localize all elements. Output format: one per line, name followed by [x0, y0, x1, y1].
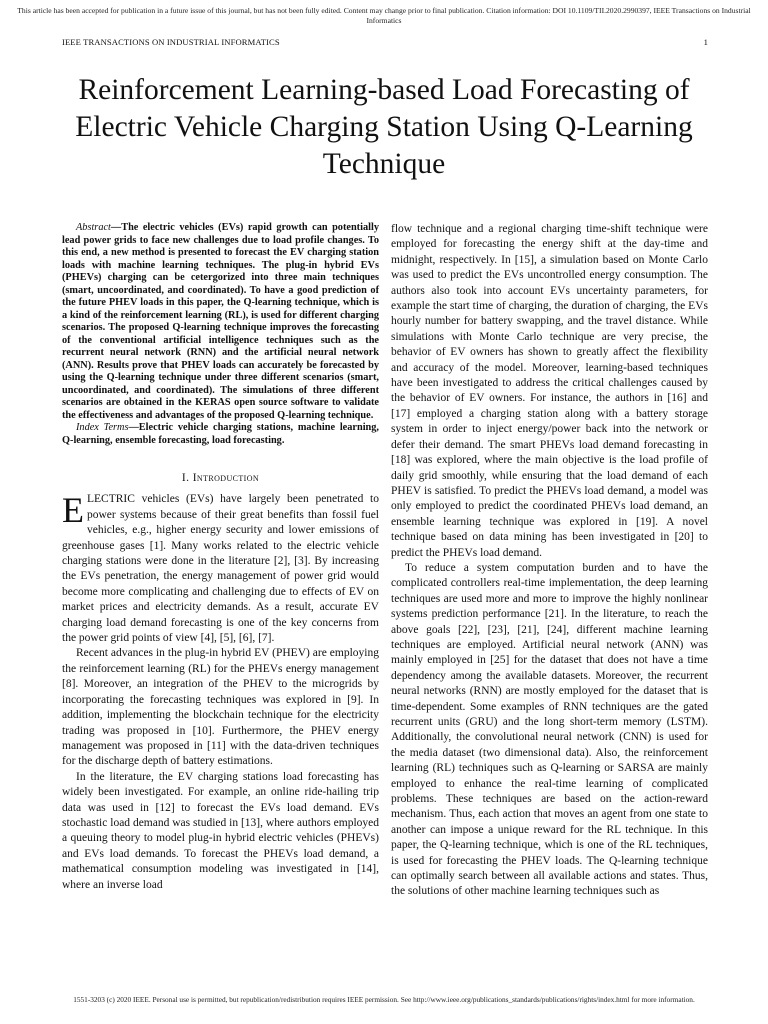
- drop-cap: E: [62, 490, 84, 531]
- right-column: [391, 222, 708, 900]
- abstract-label: Abstract: [76, 222, 111, 233]
- intro-paragraph-3: In the literature, the EV charging stations load forecasting has widely been investigated. For example, an online ride-hailing trip data was used in [12] to forecast the EVs load demand. EVs stochastic load demand was studied in [13], where authors employed a queuing theory to model plug-in hybrid electric vehicles (PHEVs) and EVs load demands. To forecast the PHEVs load demand, a mathematical consumption modeling was investigated in [14], where an inverse load: [62, 770, 379, 891]
- page-number: 1: [703, 37, 708, 47]
- right-paragraph-1: flow technique and a regional charging time-shift technique were employed for forecasting the energy shift at the day-time and midnight, respectively. In [15], a simulation based on Monte Carlo was used to predict the EVs uncontrolled energy consumption. The authors also took into account EVs uncertainty parameters, for example the start time of charging, the duration of charging, the EVs hourly number for battery swapping, and the travel distance. While simulations with Monte Carlo technique are very precise, the behavior of EV owners has shown to greatly affect the flexibility and accuracy of the model. Moreover, learning-based techniques have been investigated to address the critical challenges caused by the behavior of EV owners. For instance, the authors in [16] and [17] employed a charging station along with a battery storage system in order to inject energy/power back into the network or defer their demand. The smart PHEVs load demand forecasting in [18] was explored, where the main objective is the load profile of daily grid smoothly, while ensuring that the load demand of each PHEV is satisfied. To predict the PHEVs load demand, a model was only employed to predict the coordinated PHEVs load demand, an ensemble learning technique was explored in [19]. A novel technique based on data mining has been investigated in [20] to predict the PHEVs load demand.: [391, 223, 708, 559]
- section-title: Introduction: [192, 472, 260, 484]
- journal-name: IEEE TRANSACTIONS ON INDUSTRIAL INFORMATICS: [62, 37, 280, 47]
- left-column: [62, 222, 379, 893]
- intro-paragraph-1-text: vehicles (EVs) have largely been penetrated to power systems because of their great benefits than fossil fuel vehicles, e.g., higher energy security and lower emissions of greenhouse gases [1]. Many works related to the electric vehicle charging stations were done in the literature [2], [3]. By increasing the EVs penetration, the energy management of power grid would become more complicating and challenging due to effects of EV on market prices and electricity demands. As a result, accurate EV charging load demand forecasting is one of the key concerns from the power grid points of view [4], [5], [6], [7].: [62, 493, 379, 645]
- index-terms-text: Electric vehicle charging stations, machine learning, Q-learning, ensemble forecasting, load forecasting.: [62, 422, 380, 446]
- running-header: [62, 37, 708, 47]
- copyright-footer: 1551-3203 (c) 2020 IEEE. Personal use is permitted, but republication/redistribution requires IEEE permission. See http://www.ieee.org/publications_standards/publications/rights/index.html for more information.: [73, 995, 695, 1004]
- index-terms: Index Terms—Electric vehicle charging stations, machine learning, Q-learning, ensemble forecasting, load forecasting.: [62, 422, 380, 446]
- index-terms-label: Index Terms: [76, 422, 129, 433]
- right-paragraph-2: To reduce a system computation burden and to have the complicated controllers real-time implementation, the deep learning techniques are used more and more to improve the highly nonlinear systems prediction performance [21]. In the literature, to reach the above goals [22], [23], [21], [24], different machine learning techniques are employed. Artificial neural network (ANN) was mainly employed in [25] for the dataset that does not have a time dependency among the available datasets. Moreover, the recurrent neural networks (RNN) are mostly employed for the dataset that is time-dependent. Some examples of RNN techniques are the gated recurrent units (GRU) and the long short-term memory (LSTM). Additionally, the convolutional neural network (CNN) is used for the media dataset (two dimensional data). Also, the reinforcement learning (RL) techniques such as Q-learning or SARSA are mainly employed to enhance the real-time learning of complicated problems. These techniques are based on the action-reward mechanism. Thus, each action that moves an agent from one state to another can impose a unique reward for the RL technique. In this paper, the Q-learning technique, which is one of the RL techniques, is used for forecasting the PHEV loads. The Q-learning technique can optimally search between all available actions and states. Thus, the solutions of other machine learning techniques such as: [391, 561, 708, 898]
- abstract: Abstract—The electric vehicles (EVs) rapid growth can potentially lead power grids to face new challenges due to load profile changes. To this end, a new method is presented to forecast the EV charging station loads with machine learning techniques. The plug-in hybrid EVs (PHEVs) charging can be cetergorized into three main techniques (smart, uncoordinated, and coordinated). To have a good prediction of the future PHEV loads in this paper, the Q-learning technique, which is a kind of the reinforcement learning (RL), is used for different charging scenarios. The proposed Q-learning technique improves the forecasting of the conventional artificial intelligence techniques such as the recurrent neural network (RNN) and the artificial neural network (ANN). Results prove that PHEV loads can accurately be forecasted by using the Q-learning technique under three different scenarios (smart, uncoordinated, and coordinated). The simulations of three different scenarios are obtained in the KERAS open source software to validate the effectiveness and advantages of the proposed Q-learning technique.: [62, 222, 379, 421]
- intro-paragraph-2: Recent advances in the plug-in hybrid EV (PHEV) are employing the reinforcement learning (RL) for the PHEVs energy management [8]. Moreover, an integration of the PHEV to the microgrids by incorporating the forecasting techniques was explored in [9]. In addition, implementing the blockchain technique for the electricity trading was proposed in [10]. Furthermore, the PHEV energy management was proposed in [11] with the data-driven techniques for the discharge depth of battery estimations.: [62, 647, 379, 768]
- section-number: I.: [181, 472, 190, 484]
- lead-word: LECTRIC: [87, 493, 135, 506]
- publication-notice: This article has been accepted for publication in a future issue of this journal, but has not been fully edited. Content may change prior to final publication. Citation information: DOI 10.1109/TII.2020.2990397, IEEE Transactions on Industrial Informatics: [17, 6, 751, 25]
- intro-paragraph-1: [62, 492, 379, 646]
- section-heading: [62, 471, 379, 486]
- abstract-text: The electric vehicles (EVs) rapid growth can potentially lead power grids to face new challenges due to load profile changes. To this end, a new method is presented to forecast the EV charging station loads with machine learning techniques. The plug-in hybrid EVs (PHEVs) charging can be cetergorized into three main techniques (smart, uncoordinated, and coordinated). To have a good prediction of the future PHEV loads in this paper, the Q-learning technique, which is a kind of the reinforcement learning (RL), is used for different charging scenarios. The proposed Q-learning technique improves the forecasting of the conventional artificial intelligence techniques such as the recurrent neural network (RNN) and the artificial neural network (ANN). Results prove that PHEV loads can accurately be forecasted by using the Q-learning technique under three different scenarios (smart, uncoordinated, and coordinated). The simulations of three different scenarios are obtained in the KERAS open source software to validate the effectiveness and advantages of the proposed Q-learning technique.: [62, 222, 379, 421]
- paper-title: Reinforcement Learning-based Load Forecasting of Electric Vehicle Charging Station Using Q-Learning Technique: [75, 74, 693, 180]
